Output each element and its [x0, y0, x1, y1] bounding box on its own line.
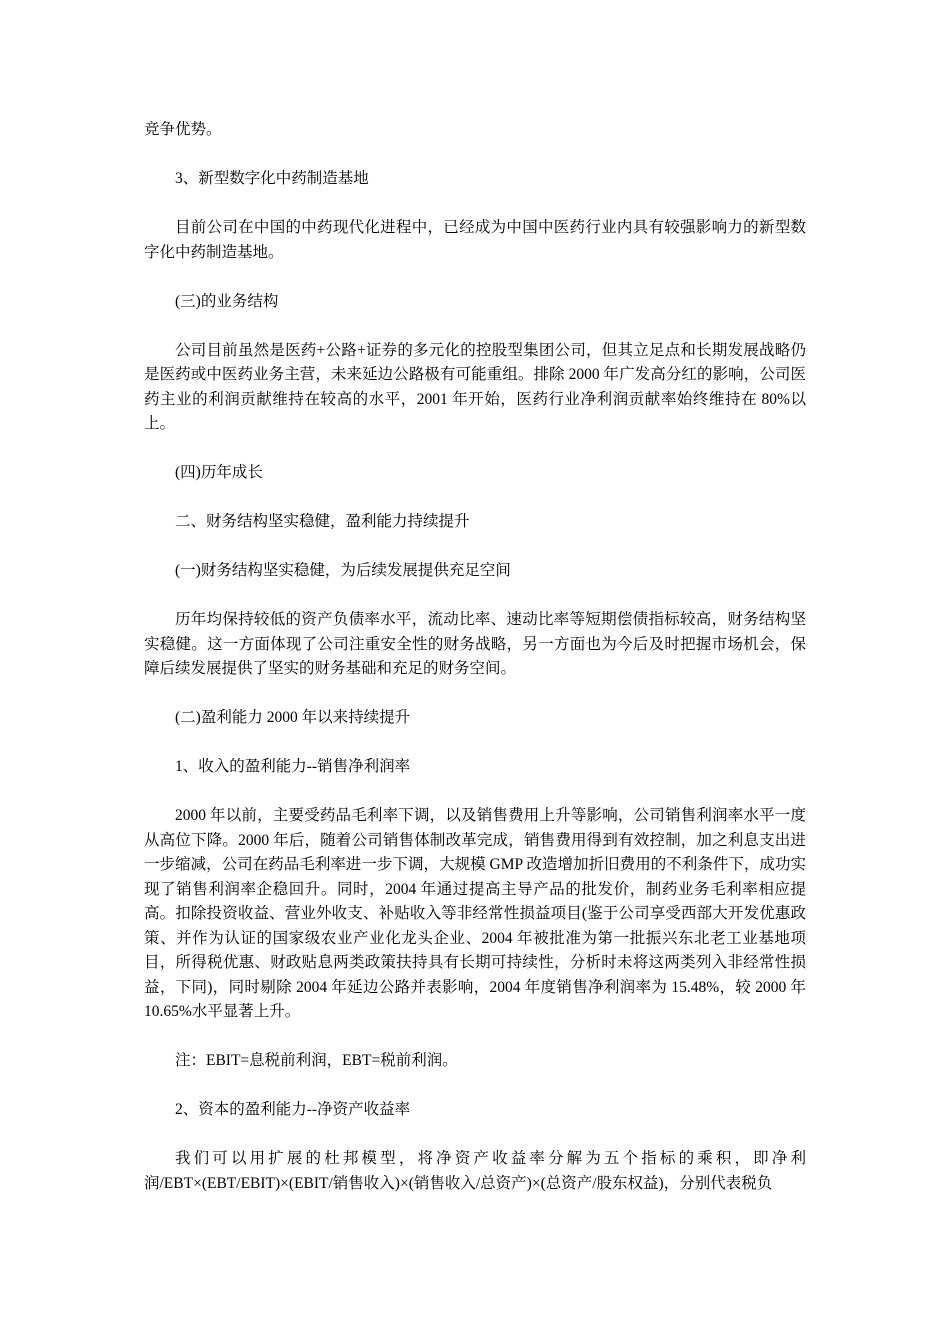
paragraph: 竞争优势。	[144, 121, 222, 138]
section-heading: 3、新型数字化中药制造基地	[175, 170, 369, 187]
note: 注：EBIT=息税前利润，EBT=税前利润。	[175, 1052, 458, 1069]
section-heading: 1、收入的盈利能力--销售净利润率	[175, 758, 411, 775]
paragraph: 公司目前虽然是医药+公路+证券的多元化的控股型集团公司，但其立足点和长期发展战略仍是医药或中医药业务主营，未来延边公路极有可能重组。排除 2000 年广发高分红的影响，公司医药主业的利润贡献维持在较高的水平，2001 年开始，医药行业净利润贡献率始终维持在 80%以上。	[144, 341, 806, 432]
section-heading: 2、资本的盈利能力--净资产收益率	[175, 1101, 411, 1118]
paragraph: 历年均保持较低的资产负债率水平，流动比率、速动比率等短期偿债指标较高，财务结构坚实稳健。这一方面体现了公司注重安全性的财务战略，另一方面也为今后及时把握市场机会，保障后续发展提供了坚实的财务基础和充足的财务空间。	[144, 611, 806, 677]
document-body	[144, 118, 806, 1221]
section-heading: (一)财务结构坚实稳健，为后续发展提供充足空间	[175, 562, 511, 579]
section-heading: (二)盈利能力 2000 年以来持续提升	[175, 709, 411, 726]
section-heading: (四)历年成长	[175, 464, 263, 481]
section-heading: (三)的业务结构	[175, 292, 279, 310]
paragraph: 2000 年以前，主要受药品毛利率下调，以及销售费用上升等影响，公司销售利润率水平一度从高位下降。2000 年后，随着公司销售体制改革完成，销售费用得到有效控制，加之利息支出进一步缩减，公司在药品毛利率进一步下调，大规模 GMP 改造增加折旧费用的不利条件下，成功实现了销售利润率企稳回升。同时，2004 年通过提高主导产品的批发价，制药业务毛利率相应提高。扣除投资收益、营业外收支、补贴收入等非经常性损益项目(鉴于公司享受西部大开发优惠政策、并作为认证的国家级农业产业化龙头企业、2004 年被批准为第一批振兴东北老工业基地项目，所得税优惠、财政贴息两类政策扶持具有长期可持续性，分析时未将这两类列入非经常性损益，下同)，同时剔除 2004 年延边公路并表影响，2004 年度销售净利润率为 15.48%，较 2000 年 10.65%水平显著上升。	[144, 807, 806, 1020]
section-heading: 二、财务结构坚实稳健，盈利能力持续提升	[175, 513, 470, 530]
paragraph: 我们可以用扩展的杜邦模型，将净资产收益率分解为五个指标的乘积，即净利润/EBT×(EBT/EBIT)×(EBIT/销售收入)×(销售收入/总资产)×(总资产/股东权益)，分别代表税负	[144, 1150, 806, 1192]
paragraph: 目前公司在中国的中药现代化进程中，已经成为中国中医药行业内具有较强影响力的新型数字化中药制造基地。	[144, 219, 806, 261]
